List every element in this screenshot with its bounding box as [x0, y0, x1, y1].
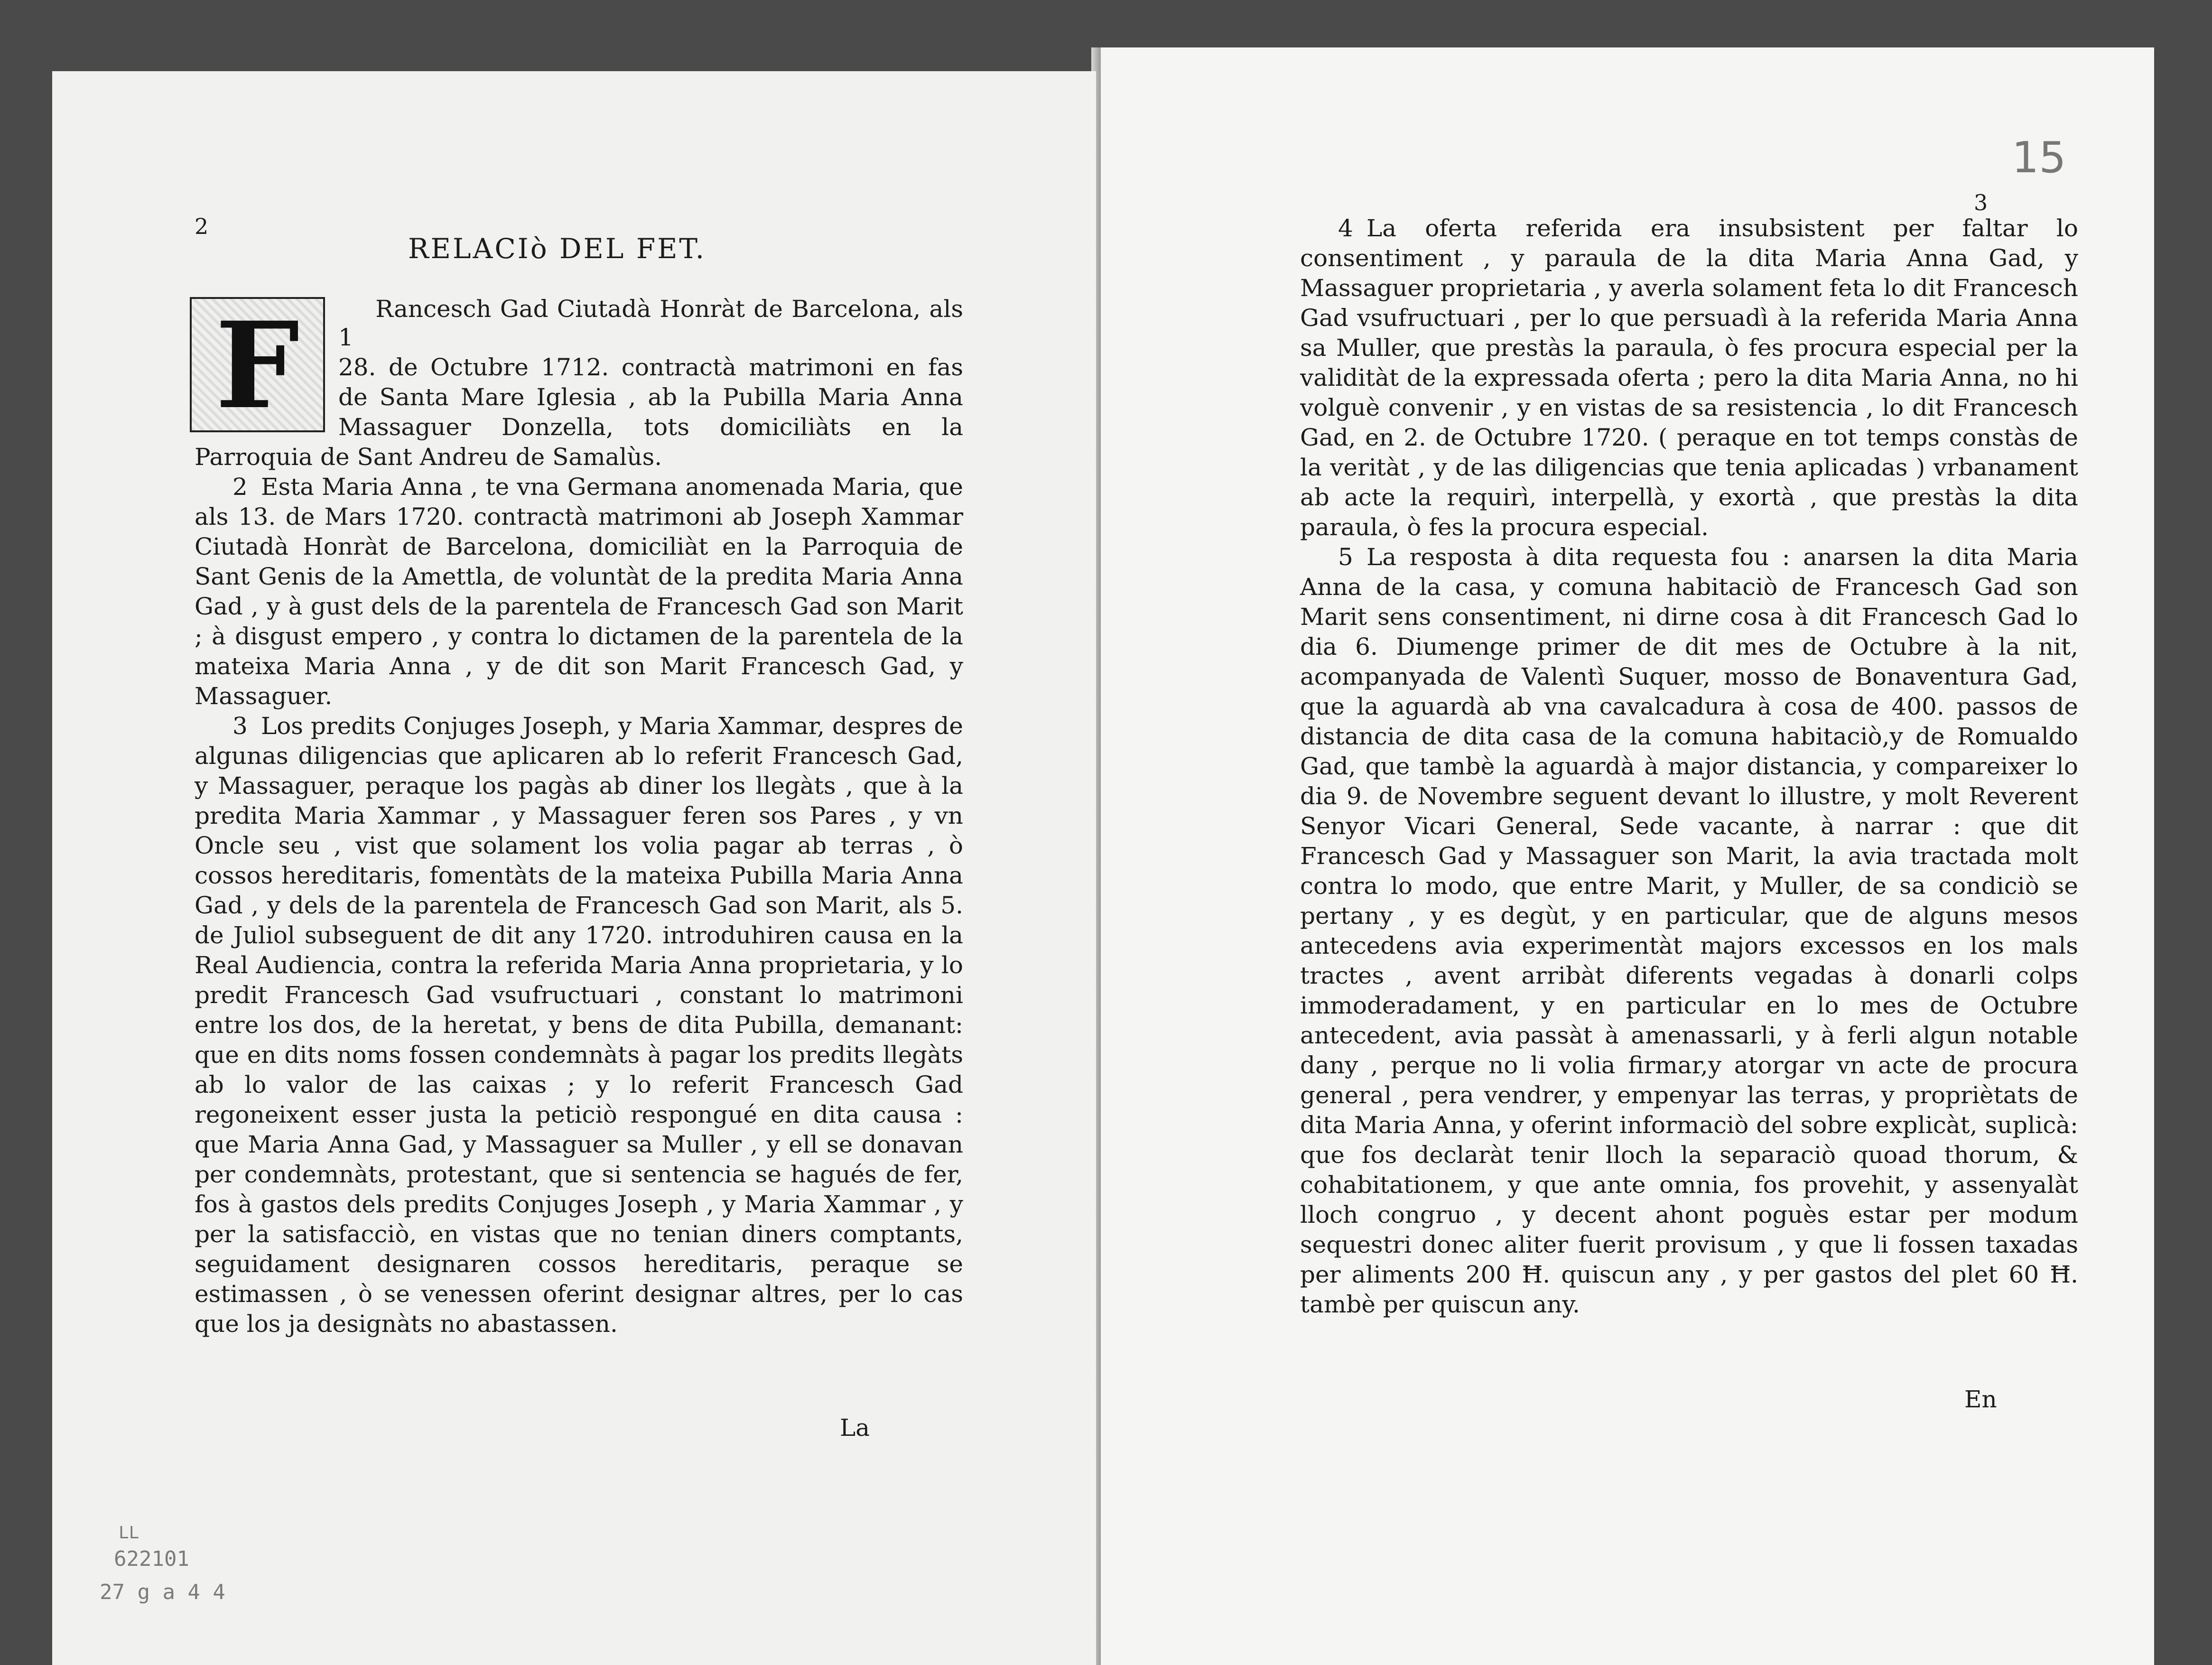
section-heading: RELACIò DEL FET.	[408, 233, 706, 265]
folio-mark: 15	[2012, 133, 2066, 183]
decorated-initial-icon	[190, 296, 325, 435]
handwritten-note-3: 27 g a 4 4	[100, 1580, 225, 1604]
paragraph-text: Rancesch Gad Ciutadà Honràt de Barcelona, als 28. de Octubre 1712. contractà matrimoni en fas de Santa Mare Iglesia , ab la Pubilla Maria Anna Massaguer Donzella, tots domiciliàts en la Parroquia de Sant Andreu de Samalùs.	[195, 295, 963, 471]
paragraph-number: 5	[1338, 543, 1353, 571]
left-page	[52, 71, 1096, 1665]
paragraph-number: 2	[232, 473, 248, 501]
handwritten-note-2: 622101	[114, 1547, 189, 1571]
paragraph-3	[195, 711, 963, 1339]
paragraph-number: 4	[1338, 214, 1353, 242]
paragraph-1	[195, 294, 963, 472]
right-page	[1101, 47, 2154, 1665]
left-page-text	[195, 294, 963, 1339]
paragraph-text: Esta Maria Anna , te vna Germana anomenada Maria, que als 13. de Mars 1720. contractà matrimoni ab Joseph Xammar Ciutadà Honràt de Barcelona, domiciliàt en la Parroquia de Sant Genis de la Amettla, de voluntàt de la predita Maria Anna Gad , y à gust dels de la parentela de Francesch Gad son Marit ; à disgust empero , y contra lo dictamen de la parentela de la mateixa Maria Anna , y de dit son Marit Francesch Gad, y Massaguer.	[195, 473, 963, 710]
paragraph-number: 1	[338, 324, 353, 351]
page-number-left: 2	[195, 214, 209, 239]
paragraph-number: 3	[232, 712, 248, 740]
initial-letter: F	[215, 296, 300, 435]
right-page-text	[1300, 214, 2078, 1320]
paragraph-text: Los predits Conjuges Joseph, y Maria Xammar, despres de algunas diligencias que aplicaren ab lo referit Francesch Gad, y Massaguer, peraque los pagàs ab diner los llegàts , que à la predita Maria Xammar , y Massaguer feren sos Pares , y vn Oncle seu , vist que solament los volia pagar ab terras , ò cossos hereditaris, fomentàts de la mateixa Pubilla Maria Anna Gad , y dels de la parentela de Francesch Gad son Marit, als 5. de Juliol subseguent de dit any 1720. introduhiren causa en la Real Audiencia, contra la referida Maria Anna proprietaria, y lo predit Francesch Gad vsufructuari , constant lo matrimoni entre los dos, de la heretat, y bens de dita Pubilla, demanant: que en dits noms fossen condemnàts à pagar los predits llegàts ab lo valor de las caixas ; y lo referit Francesch Gad regoneixent esser justa la peticiò respongué en dita causa : que Maria Anna Gad, y Massaguer sa Muller , y ell se donavan per condemnàts, protestant, que si sentencia se hagués de fer, fos à gastos dels predits Conjuges Joseph , y Maria Xammar , y per la satisfacciò, en vistas que no tenian diners comptants, seguidament designaren cossos hereditaris, peraque se estimassen , ò se venessen oferint designar altres, per lo cas que los ja designàts no abastassen.	[195, 712, 963, 1338]
paragraph-5	[1300, 542, 2078, 1320]
page-number-right: 3	[1974, 190, 1988, 215]
handwritten-note-1: LL	[119, 1523, 139, 1543]
paragraph-2	[195, 472, 963, 711]
paragraph-4	[1300, 214, 2078, 542]
paragraph-text: La resposta à dita requesta fou : anarsen la dita Maria Anna de la casa, y comuna habitaciò de Francesch Gad son Marit sens consentiment, ni dirne cosa à dit Francesch Gad lo dia 6. Diumenge primer de dit mes de Octubre à la nit, acompanyada de Valentì Suquer, mosso de Bonaventura Gad, que la aguardà ab vna cavalcadura à cosa de 400. passos de distancia de dita casa de la comuna habitaciò,y de Romualdo Gad, que tambè la aguardà à major distancia, y compareixer lo dia 9. de Novembre seguent devant lo illustre, y molt Reverent Senyor Vicari General, Sede vacante, à narrar : que dit Francesch Gad y Massaguer son Marit, la avia tractada molt contra lo modo, que entre Marit, y Muller, de sa condiciò se pertany , y es degùt, y en particular, que de alguns mesos antecedens avia experimentàt majors excessos en los mals tractes , avent arribàt diferents vegadas à donarli colps immoderadament, y en particular en lo mes de Octubre antecedent, avia passàt à amenassarli, y à ferli algun notable dany , perque no li volia firmar,y atorgar vn acte de procura general , pera vendrer, y empenyar las terras, y propriètats de dita Maria Anna, y oferint informaciò del sobre explicàt, suplicà: que fos declaràt tenir lloch la separaciò quoad thorum, & cohabitationem, y que ante omnia, fos provehit, y assenyalàt lloch congruo , y decent ahont poguès estar per modum sequestri donec aliter fuerit provisum , y que li fossen taxadas per aliments 200 Ħ. quiscun any , y per gastos del plet 60 Ħ. tambè per quiscun any.	[1300, 543, 2078, 1318]
catchword-right: En	[1964, 1386, 1997, 1413]
paragraph-text: La oferta referida era insubsistent per faltar lo consentiment , y paraula de la dita Maria Anna Gad, y Massaguer proprietaria , y averla solament feta lo dit Francesch Gad vsufructuari , per lo que persuadì à la referida Maria Anna sa Muller, que prestàs la paraula, ò fes procura especial per la validitàt de la expressada oferta ; pero la dita Maria Anna, no hi volguè convenir , y en vistas de sa resistencia , lo dit Francesch Gad, en 2. de Octubre 1720. ( peraque en tot temps constàs de la veritàt , y de las diligencias que tenia aplicadas ) vrbanament ab acte la requirì, interpellà, y exortà , que prestàs la dita paraula, ò fes la procura especial.	[1300, 214, 2078, 541]
catchword-left: La	[840, 1414, 870, 1442]
